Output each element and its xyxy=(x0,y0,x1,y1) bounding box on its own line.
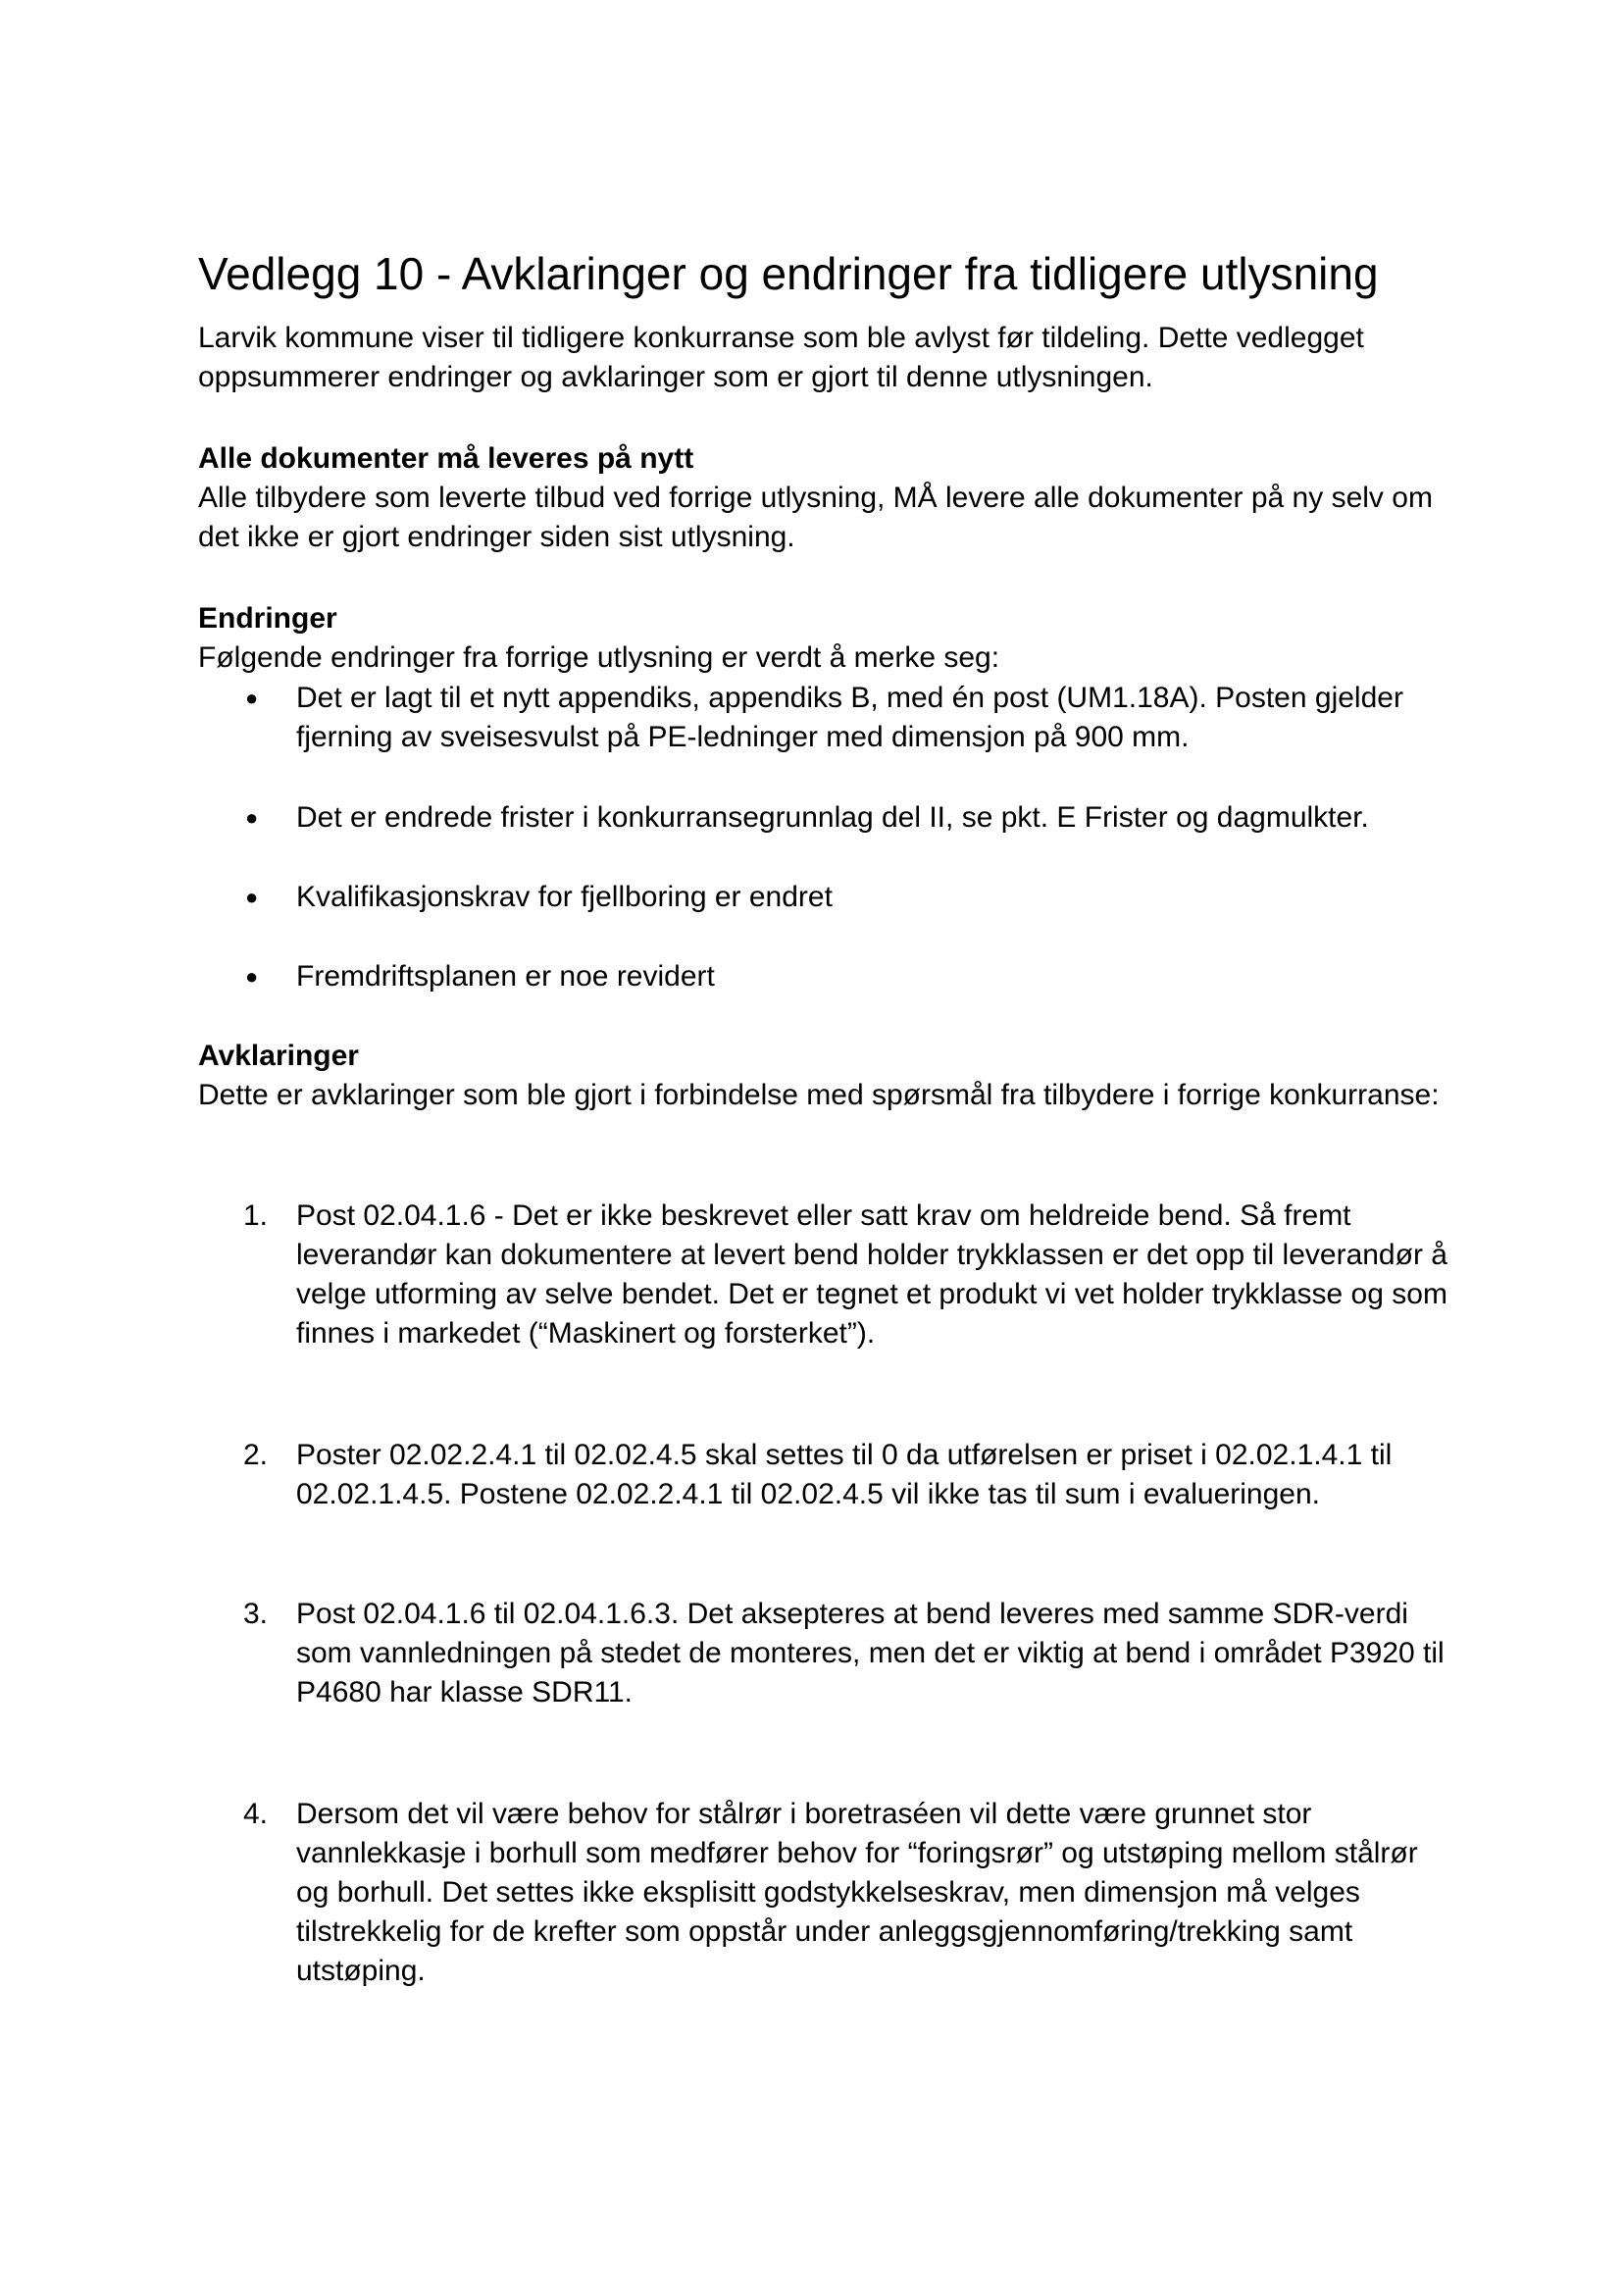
intro-paragraph: Larvik kommune viser til tidligere konkurranse som ble avlyst før tildeling. Dette vedlegget oppsummerer endringer og avklaringer som er gjort til denne utlysningen. xyxy=(198,322,1364,393)
section-text-changes: Følgende endringer fra forrige utlysning er verdt å merke seg: xyxy=(198,641,1000,674)
bullet-icon: ● xyxy=(245,964,259,989)
bullet-text: Det er endrede frister i konkurransegrunnlag del II, se pkt. E Frister og dagmulkter. xyxy=(296,801,1369,834)
list-number: 1. xyxy=(243,1199,269,1232)
bullet-text: Kvalifikasjonskrav for fjellboring er endret xyxy=(296,881,833,913)
list-number: 4. xyxy=(243,1798,269,1830)
section-text-clarifications: Dette er avklaringer som ble gjort i forbindelse med spørsmål fra tilbydere i forrige konkurranse: xyxy=(198,1079,1440,1111)
bullet-icon: ● xyxy=(245,885,259,909)
section-heading-clarifications: Avklaringer xyxy=(198,1040,359,1072)
list-item-text: Poster 02.02.2.4.1 til 02.02.4.5 skal settes til 0 da utførelsen er priset i 02.02.1.4.1 til 02.02.1.4.5. Postene 02.02.2.4.1 til 02.02.4.5 vil ikke tas til sum i evalueringen. xyxy=(296,1439,1393,1510)
bullet-icon: ● xyxy=(245,805,259,830)
bullet-text: Fremdriftsplanen er noe revidert xyxy=(296,960,715,993)
section-heading-changes: Endringer xyxy=(198,602,337,635)
document-title: Vedlegg 10 - Avklaringer og endringer fra tidligere utlysning xyxy=(198,248,1379,299)
section-heading-resubmit: Alle dokumenter må leveres på nytt xyxy=(198,442,694,475)
bullet-icon: ● xyxy=(245,686,259,710)
list-number: 3. xyxy=(243,1598,269,1630)
list-item-text: Post 02.04.1.6 - Det er ikke beskrevet eller satt krav om heldreide bend. Så fremt leverandør kan dokumentere at levert bend holder trykklassen er det opp til leverandør å velge utforming av selve bendet. Det er tegnet et produkt vi vet holder trykklasse og som finnes i markedet (“Maskinert og forsterket”). xyxy=(296,1199,1447,1350)
list-item-text: Post 02.04.1.6 til 02.04.1.6.3. Det aksepteres at bend leveres med samme SDR-verdi som vannledningen på stedet de monteres, men det er viktig at bend i området P3920 til P4680 har klasse SDR11. xyxy=(296,1598,1445,1708)
section-text-resubmit: Alle tilbydere som leverte tilbud ved forrige utlysning, MÅ levere alle dokumenter på ny selv om det ikke er gjort endringer siden sist utlysning. xyxy=(198,482,1433,553)
list-number: 2. xyxy=(243,1439,269,1471)
list-item-text: Dersom det vil være behov for stålrør i boretraséen vil dette være grunnet stor vannlekkasje i borhull som medfører behov for “foringsrør” og utstøping mellom stålrør og borhull. Det settes ikke eksplisitt godstykkelseskrav, men dimensjon må velges tilstrekkelig for de krefter som oppstår under anleggsgjennomføring/trekking samt utstøping. xyxy=(296,1798,1418,1987)
bullet-text: Det er lagt til et nytt appendiks, appendiks B, med én post (UM1.18A). Posten gjelder fjerning av sveisesvulst på PE-ledninger med dimensjon på 900 mm. xyxy=(296,682,1403,753)
